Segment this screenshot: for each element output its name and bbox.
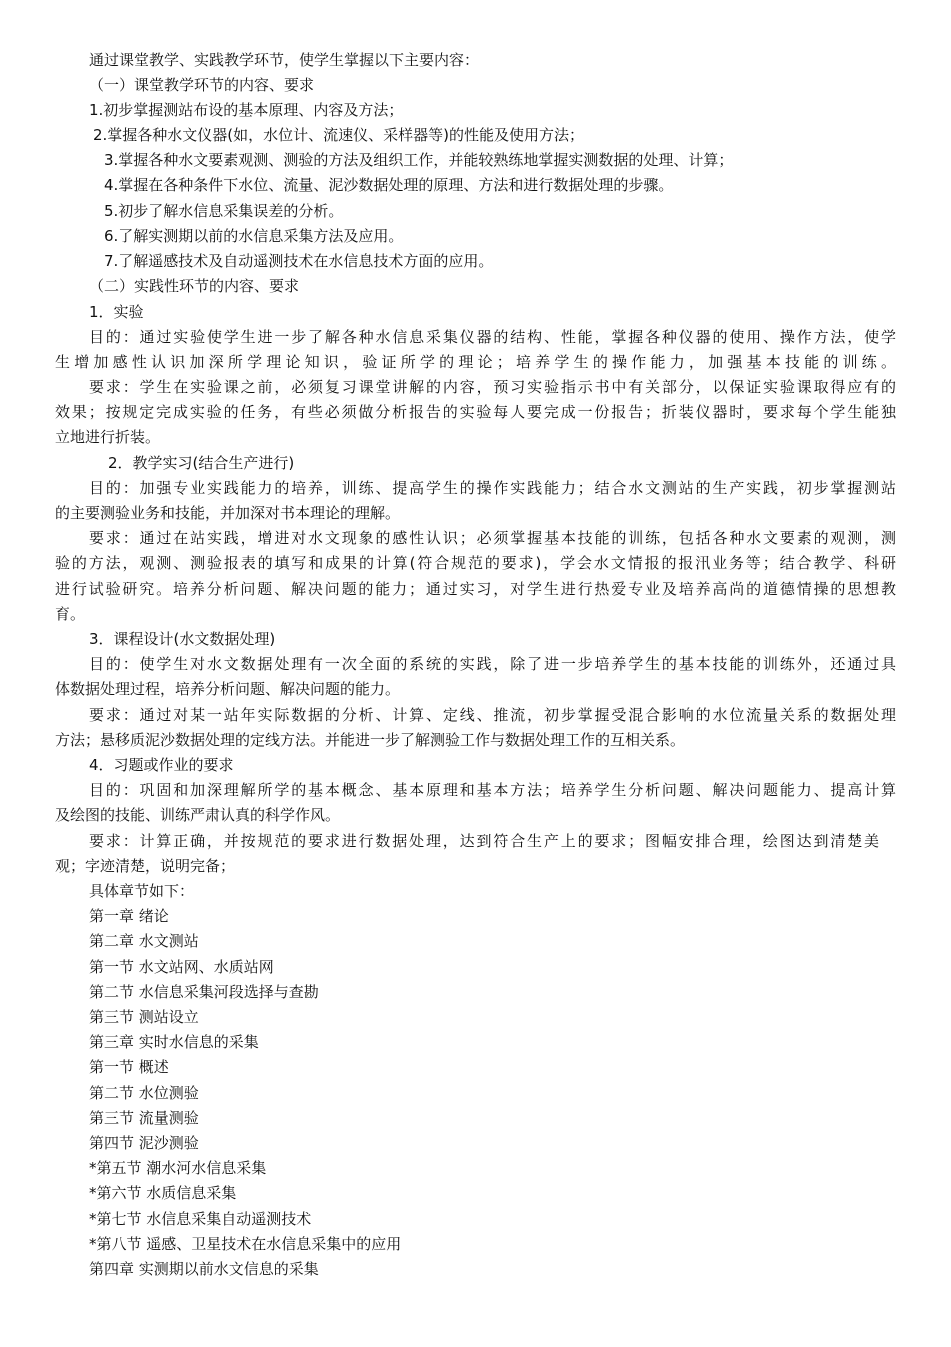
chapter-item: 第三章 实时水信息的采集 <box>89 1033 259 1051</box>
chapter-item: 第一节 水文站网、水质站网 <box>89 958 274 976</box>
list-item: 2.掌握各种水文仪器(如，水位计、流速仪、采样器等)的性能及使用方法； <box>93 126 585 144</box>
paragraph-line: 要求：通过在站实践，增进对水文现象的感性认识；必须掌握基本技能的训练，包括各种水文要素的观测，测 <box>89 529 896 547</box>
chapter-item: *第八节 遥感、卫星技术在水信息采集中的应用 <box>89 1235 402 1253</box>
list-item: 7.了解遥感技术及自动遥测技术在水信息技术方面的应用。 <box>104 252 494 270</box>
paragraph-line: 效果；按规定完成实验的任务，有些必须做分析报告的实验每人要完成一份报告；折装仪器时，要求每个学生能独 <box>55 403 896 421</box>
sub3-title: 3．课程设计(水文数据处理) <box>89 630 276 648</box>
list-item: 5.初步了解水信息采集误差的分析。 <box>104 202 344 220</box>
paragraph-line: 目的：加强专业实践能力的培养，训练、提高学生的操作实践能力；结合水文测站的生产实践，初步掌握测站 <box>89 479 896 497</box>
paragraph-line: 育。 <box>55 605 86 623</box>
chapter-item: 第一章 绪论 <box>89 907 169 925</box>
paragraph-line: 体数据处理过程，培养分析问题、解决问题的能力。 <box>55 680 401 698</box>
paragraph-line: 要求：学生在实验课之前，必须复习课堂讲解的内容，预习实验指示书中有关部分，以保证实验课取得应有的 <box>89 378 896 396</box>
chapters-intro: 具体章节如下： <box>89 882 195 900</box>
list-item: 3.掌握各种水文要素观测、测验的方法及组织工作，并能较熟练地掌握实测数据的处理、计算； <box>104 151 734 169</box>
paragraph-line: 的主要测验业务和技能，并加深对书本理论的理解。 <box>55 504 401 522</box>
section2-heading: （二）实践性环节的内容、要求 <box>89 277 300 295</box>
chapter-item: 第一节 概述 <box>89 1058 169 1076</box>
paragraph-line: 立地进行折装。 <box>55 428 161 446</box>
chapter-item: 第二节 水信息采集河段选择与查勘 <box>89 983 319 1001</box>
chapter-item: 第三节 测站设立 <box>89 1008 199 1026</box>
paragraph-line: 要求：通过对某一站年实际数据的分析、计算、定线、推流，初步掌握受混合影响的水位流量关系的数据处理 <box>89 706 896 724</box>
paragraph-line: 要求：计算正确，并按规范的要求进行数据处理，达到符合生产上的要求；图幅安排合理，绘图达到清楚美 <box>89 832 879 850</box>
chapter-item: *第五节 潮水河水信息采集 <box>89 1159 267 1177</box>
paragraph-line: 目的：巩固和加深理解所学的基本概念、基本原理和基本方法；培养学生分析问题、解决问题能力、提高计算 <box>89 781 896 799</box>
chapter-item: 第二节 水位测验 <box>89 1084 199 1102</box>
chapter-item: *第六节 水质信息采集 <box>89 1184 237 1202</box>
paragraph-line: 及绘图的技能、训练严肃认真的科学作风。 <box>55 806 341 824</box>
paragraph-line: 进行试验研究。培养分析问题、解决问题的能力；通过实习，对学生进行热爱专业及培养高尚的道德情操的思想教 <box>55 580 896 598</box>
chapter-item: 第四节 泥沙测验 <box>89 1134 199 1152</box>
list-item: 6.了解实测期以前的水信息采集方法及应用。 <box>104 227 404 245</box>
section1-heading: （一）课堂教学环节的内容、要求 <box>89 76 315 94</box>
sub4-title: 4．习题或作业的要求 <box>89 756 234 774</box>
paragraph-line: 观；字迹清楚，说明完备； <box>55 857 236 875</box>
paragraph-line: 方法；悬移质泥沙数据处理的定线方法。并能进一步了解测验工作与数据处理工作的互相关系。 <box>55 731 686 749</box>
chapter-item: 第二章 水文测站 <box>89 932 199 950</box>
sub2-title: 2．教学实习(结合生产进行) <box>108 454 295 472</box>
chapter-item: 第三节 流量测验 <box>89 1109 199 1127</box>
paragraph-line: 目的：使学生对水文数据处理有一次全面的系统的实践，除了进一步培养学生的基本技能的训练外，还通过具 <box>89 655 896 673</box>
sub1-title: 1．实验 <box>89 303 144 321</box>
list-item: 4.掌握在各种条件下水位、流量、泥沙数据处理的原理、方法和进行数据处理的步骤。 <box>104 176 674 194</box>
intro-text: 通过课堂教学、实践教学环节，使学生掌握以下主要内容： <box>89 51 480 69</box>
list-item: 1.初步掌握测站布设的基本原理、内容及方法； <box>89 101 404 119</box>
chapter-item: 第四章 实测期以前水文信息的采集 <box>89 1260 319 1278</box>
paragraph-line: 目的：通过实验使学生进一步了解各种水信息采集仪器的结构、性能，掌握各种仪器的使用、操作方法，使学 <box>89 328 896 346</box>
chapter-item: *第七节 水信息采集自动遥测技术 <box>89 1210 312 1228</box>
paragraph-line: 验的方法，观测、测验报表的填写和成果的计算(符合规范的要求)，学会水文情报的报汛业务等；结合教学、科研 <box>55 554 896 572</box>
paragraph-line: 生增加感性认识加深所学理论知识，验证所学的理论；培养学生的操作能力，加强基本技能的训练。 <box>55 353 896 371</box>
